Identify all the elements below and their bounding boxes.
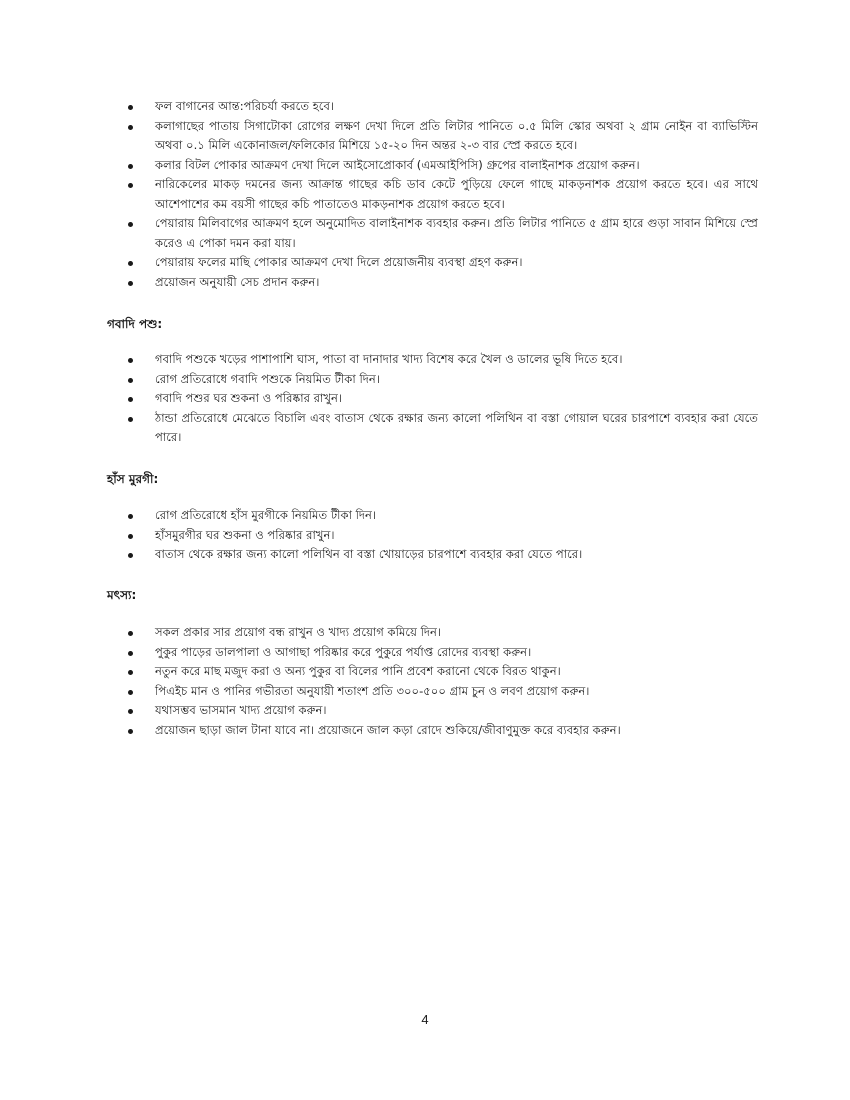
list-item-text: গবাদি পশুর ঘর শুকনা ও পরিষ্কার রাখুন। <box>155 391 343 405</box>
list-item <box>128 721 758 741</box>
bullet-icon <box>128 105 133 110</box>
bullet-icon <box>128 651 133 656</box>
bullet-icon <box>128 378 133 383</box>
list-item <box>128 117 758 156</box>
bullet-icon <box>128 261 133 266</box>
list-item <box>128 156 758 176</box>
list-item-text: হাঁসমুরগীর ঘর শুকনা ও পরিষ্কার রাখুন। <box>155 527 335 542</box>
list-item-text: ফল বাগানের আন্ত:পরিচর্যা করতে হবে। <box>155 99 335 113</box>
list-item-text: পুকুর পাড়ের ডালপালা ও আগাছা পরিষ্কার করে পুকুরে পর্যাপ্ত রোদের ব্যবস্থা করুন। <box>155 644 532 659</box>
list-item-text: গবাদি পশুকে খড়ের পাশাপাশি ঘাস, পাতা বা দানাদার খাদ্য বিশেষ করে খৈল ও ডালের ভূষি দিতে হবে। <box>155 352 623 366</box>
bullet-icon <box>128 729 133 734</box>
bullet-icon <box>128 125 133 130</box>
bullet-icon <box>128 553 133 558</box>
list-item <box>128 214 758 253</box>
section-heading-fisheries: মৎস্য: <box>107 588 137 602</box>
bullet-icon <box>128 417 133 422</box>
list-item <box>128 545 758 565</box>
bullet-icon <box>128 709 133 714</box>
list-item-text: রোগ প্রতিরোধে হাঁস মুরগীকে নিয়মিত টীকা দিন। <box>155 508 377 522</box>
list-item <box>128 97 758 117</box>
livestock-list <box>128 350 758 448</box>
list-item-text: রোগ প্রতিরোধে গবাদি পশুকে নিয়মিত টীকা দিন। <box>155 371 380 386</box>
list-item <box>128 350 758 370</box>
list-item-text: পেয়ারায় ফলের মাছি পোকার আক্রমণ দেখা দিলে প্রয়োজনীয় ব্যবস্থা গ্রহণ করুন। <box>155 255 523 269</box>
bullet-icon <box>128 514 133 519</box>
page-number: 4 <box>421 1012 429 1027</box>
section-heading-poultry: হাঁস মুরগী: <box>107 472 159 486</box>
bullet-icon <box>128 534 133 539</box>
list-item <box>128 253 758 273</box>
list-item-text: কলার বিটল পোকার আক্রমণ দেখা দিলে আইসোপ্রোকার্ব (এমআইপিসি) গ্রুপের বালাইনাশক প্রয়োগ করুন। <box>155 157 640 172</box>
list-item-text: পেয়ারায় মিলিবাগের আক্রমণ হলে অনুমোদিত বালাইনাশক ব্যবহার করুন। প্রতি লিটার পানিতে ৫ গ্রাম হারে গুড়া সাবান মিশিয়ে স্প্রে করেও এ পোকা দমন করা যায়। <box>155 216 758 250</box>
bullet-icon <box>128 670 133 675</box>
list-item-text: যথাসম্ভব ভাসমান খাদ্য প্রয়োগ করুন। <box>155 703 327 717</box>
bullet-icon <box>128 281 133 286</box>
list-item-text: বাতাস থেকে রক্ষার জন্য কালো পলিথিন বা বস্তা খোয়াড়ের চারপাশে ব্যবহার করা যেতে পারে। <box>155 547 583 561</box>
list-item <box>128 175 758 214</box>
list-item-text: কলাগাছের পাতায় সিগাটোকা রোগের লক্ষণ দেখা দিলে প্রতি লিটার পানিতে ০.৫ মিলি স্কোর অথবা ২ গ্রাম নোইন বা ব্যাভিস্টিন অথবা ০.১ মিলি একোনাজল/ফলিকোর মিশিয়ে ১৫-২০ দিন অন্তর ২-৩ বার স্প্রে করতে হবে। <box>155 118 758 152</box>
list-item <box>128 643 758 663</box>
bullet-icon <box>128 164 133 169</box>
list-item <box>128 506 758 526</box>
list-item <box>128 623 758 643</box>
list-item <box>128 526 758 546</box>
bullet-icon <box>128 631 133 636</box>
section-heading-livestock: গবাদি পশু: <box>107 317 163 331</box>
list-item <box>128 662 758 682</box>
bullet-icon <box>128 222 133 227</box>
list-item-text: সকল প্রকার সার প্রয়োগ বন্ধ রাখুন ও খাদ্য প্রয়োগ কমিয়ে দিন। <box>155 625 442 639</box>
list-item-text: ঠান্ডা প্রতিরোধে মেঝেতে বিচালি এবং বাতাস থেকে রক্ষার জন্য কালো পলিথিন বা বস্তা গোয়াল ঘরের চারপাশে ব্যবহার করা যেতে পারে। <box>155 410 758 444</box>
list-item <box>128 409 758 448</box>
list-item <box>128 370 758 390</box>
bullet-icon <box>128 183 133 188</box>
list-item-text: পিএইচ মান ও পানির গভীরতা অনুযায়ী শতাংশ প্রতি ৩০০-৫০০ গ্রাম চুন ও লবণ প্রয়োগ করুন। <box>155 683 590 698</box>
bullet-icon <box>128 358 133 363</box>
fruit-list <box>128 97 758 292</box>
bullet-icon <box>128 397 133 402</box>
poultry-list <box>128 506 758 565</box>
list-item <box>128 701 758 721</box>
list-item <box>128 273 758 293</box>
list-item-text: নারিকেলের মাকড় দমনের জন্য আক্রান্ত গাছের কচি ডাব কেটে পুড়িয়ে ফেলে গাছে মাকড়নাশক প্রয়োগ করতে হবে। এর সাথে আশেপাশের কম বয়সী গাছের কচি পাতাতেও মাকড়নাশক প্রয়োগ করতে হবে। <box>155 177 758 211</box>
list-item-text: প্রয়োজন অনুযায়ী সেচ প্রদান করুন। <box>155 274 320 289</box>
list-item-text: নতুন করে মাছ মজুদ করা ও অন্য পুকুর বা বিলের পানি প্রবেশ করানো থেকে বিরত থাকুন। <box>155 664 561 678</box>
list-item <box>128 389 758 409</box>
bullet-icon <box>128 690 133 695</box>
fisheries-list <box>128 623 758 740</box>
list-item-text: প্রয়োজন ছাড়া জাল টানা যাবে না। প্রয়োজনে জাল কড়া রোদে শুকিয়ে/জীবাণুমুক্ত করে ব্যবহার করুন। <box>155 722 621 737</box>
list-item <box>128 682 758 702</box>
